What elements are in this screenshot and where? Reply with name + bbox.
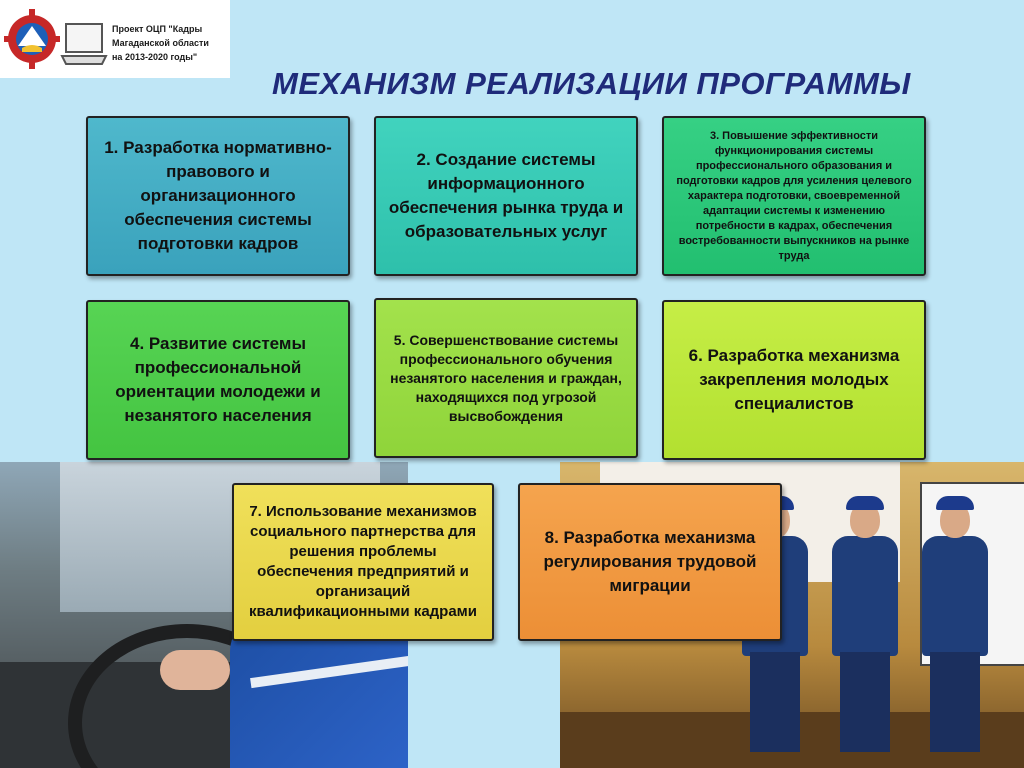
card-text: 3. Повышение эффективности функционирования системы профессионального образования и подготовки кадров для усиления целевого характера подготовки, своевременной адаптации системы к изменению потребности в кадрах, обеспечения востребованности выпускников на рынке труда: [676, 129, 912, 262]
card-5-training-unemployed: [374, 298, 638, 458]
student-body: [832, 536, 898, 656]
card-4-career-guidance: [86, 300, 350, 460]
card-1-normative-framework: [86, 116, 350, 276]
laptop-icon: [60, 18, 108, 70]
logo-line: Проект ОЦП "Кадры: [112, 24, 203, 34]
card-text: 7. Использование механизмов социального партнерства для решения проблемы обеспечения предприятий и организаций квалификационными кадрами: [248, 503, 478, 620]
card-2-information-system: [374, 116, 638, 276]
card-text: 6. Разработка механизма закрепления молодых специалистов: [688, 346, 900, 413]
student-cap: [936, 496, 974, 510]
student-cap: [846, 496, 884, 510]
card-3-efficiency-improvement: [662, 116, 926, 276]
page-title: МЕХАНИЗМ РЕАЛИЗАЦИИ ПРОГРАММЫ: [272, 66, 911, 101]
card-text: 4. Развитие системы профессиональной ориентации молодежи и незанятого населения: [115, 334, 321, 425]
card-7-social-partnership: [232, 483, 494, 641]
student-figure: [920, 502, 990, 752]
card-text: 5. Совершенствование системы профессионального обучения незанятого населения и граждан, находящихся под угрозой высвобождения: [390, 331, 622, 424]
logo-panel: [0, 0, 230, 78]
gear-emblem-icon: [4, 4, 60, 74]
driver-hand: [160, 650, 230, 690]
card-8-labor-migration: [518, 483, 782, 641]
card-6-young-specialists: [662, 300, 926, 460]
card-text: 2. Создание системы информационного обеспечения рынка труда и образовательных услуг: [388, 150, 624, 241]
logo-line: на 2013-2020 годы": [112, 52, 198, 62]
student-legs: [750, 652, 800, 752]
student-figure: [830, 502, 900, 752]
student-legs: [930, 652, 980, 752]
student-body: [922, 536, 988, 656]
logo-text: [112, 22, 228, 64]
card-text: 1. Разработка нормативно-правового и организационного обеспечения системы подготовки кадров: [104, 138, 332, 253]
logo-line: Магаданской области: [112, 38, 209, 48]
student-legs: [840, 652, 890, 752]
card-text: 8. Разработка механизма регулирования трудовой миграции: [543, 528, 757, 595]
